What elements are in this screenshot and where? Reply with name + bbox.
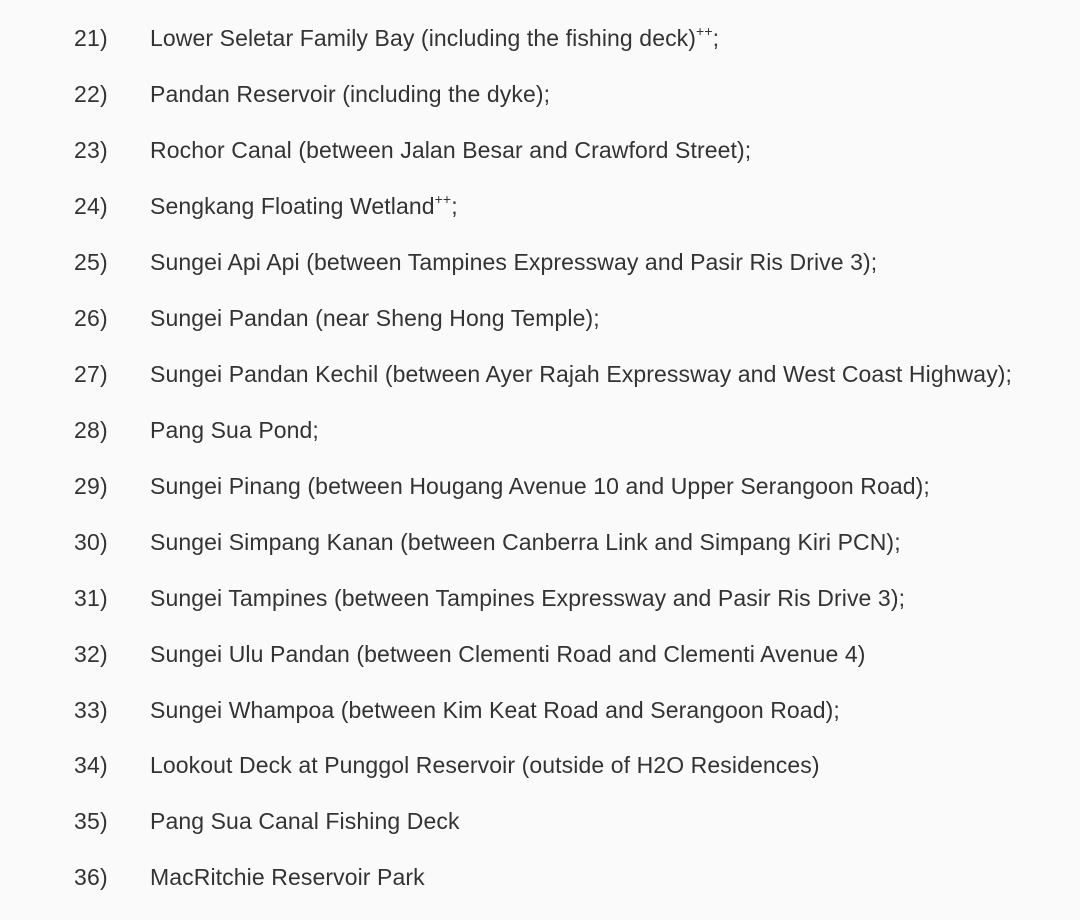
list-item	[0, 578, 1080, 618]
item-text: Pandan Reservoir (including the dyke);	[150, 81, 551, 107]
list-item	[0, 690, 1080, 730]
item-text: Sungei Simpang Kanan (between Canberra Link and Simpang Kiri PCN);	[150, 529, 901, 555]
item-text: Sungei Ulu Pandan (between Clementi Road and Clementi Avenue 4)	[150, 641, 866, 667]
item-number: 35)	[74, 808, 108, 834]
item-text: MacRitchie Reservoir Park	[150, 864, 425, 890]
item-text: Sengkang Floating Wetland++;	[150, 191, 458, 219]
list-item	[0, 634, 1080, 674]
item-text: Sungei Pandan Kechil (between Ayer Rajah Expressway and West Coast Highway);	[150, 361, 1013, 387]
item-number: 28)	[74, 417, 108, 443]
item-number: 24)	[74, 193, 108, 219]
item-number: 29)	[74, 473, 108, 499]
list-item	[0, 130, 1080, 170]
item-text: Sungei Api Api (between Tampines Expressway and Pasir Ris Drive 3);	[150, 249, 878, 275]
item-number: 22)	[74, 81, 108, 107]
item-number: 36)	[74, 864, 108, 890]
list-item	[0, 801, 1080, 841]
item-number: 26)	[74, 305, 108, 331]
item-text: Pang Sua Pond;	[150, 417, 319, 443]
item-text: Lookout Deck at Punggol Reservoir (outside of H2O Residences)	[150, 752, 820, 778]
item-superscript: ++	[434, 191, 452, 207]
item-text: Sungei Tampines (between Tampines Expressway and Pasir Ris Drive 3);	[150, 585, 906, 611]
list-item	[0, 745, 1080, 785]
item-text: Lower Seletar Family Bay (including the fishing deck)++;	[150, 23, 720, 51]
item-number: 31)	[74, 585, 108, 611]
list-item	[0, 298, 1080, 338]
item-number: 33)	[74, 697, 108, 723]
list-item	[0, 857, 1080, 897]
list-item	[0, 186, 1080, 226]
item-number: 23)	[74, 137, 108, 163]
item-number: 27)	[74, 361, 108, 387]
item-text: Sungei Pinang (between Hougang Avenue 10 and Upper Serangoon Road);	[150, 473, 930, 499]
list-item	[0, 74, 1080, 114]
item-text: Sungei Whampoa (between Kim Keat Road and Serangoon Road);	[150, 697, 840, 723]
list-item	[0, 466, 1080, 506]
list-item	[0, 18, 1080, 58]
item-superscript: ++	[696, 23, 713, 39]
item-number: 32)	[74, 641, 108, 667]
item-number: 30)	[74, 529, 108, 555]
item-number: 25)	[74, 249, 108, 275]
item-text: Sungei Pandan (near Sheng Hong Temple);	[150, 305, 600, 331]
list-item	[0, 522, 1080, 562]
item-number: 21)	[74, 25, 108, 51]
item-number: 34)	[74, 752, 108, 778]
list-item	[0, 354, 1080, 394]
list-item	[0, 242, 1080, 282]
item-text: Rochor Canal (between Jalan Besar and Crawford Street);	[150, 137, 752, 163]
item-text: Pang Sua Canal Fishing Deck	[150, 808, 460, 834]
list-item	[0, 410, 1080, 450]
